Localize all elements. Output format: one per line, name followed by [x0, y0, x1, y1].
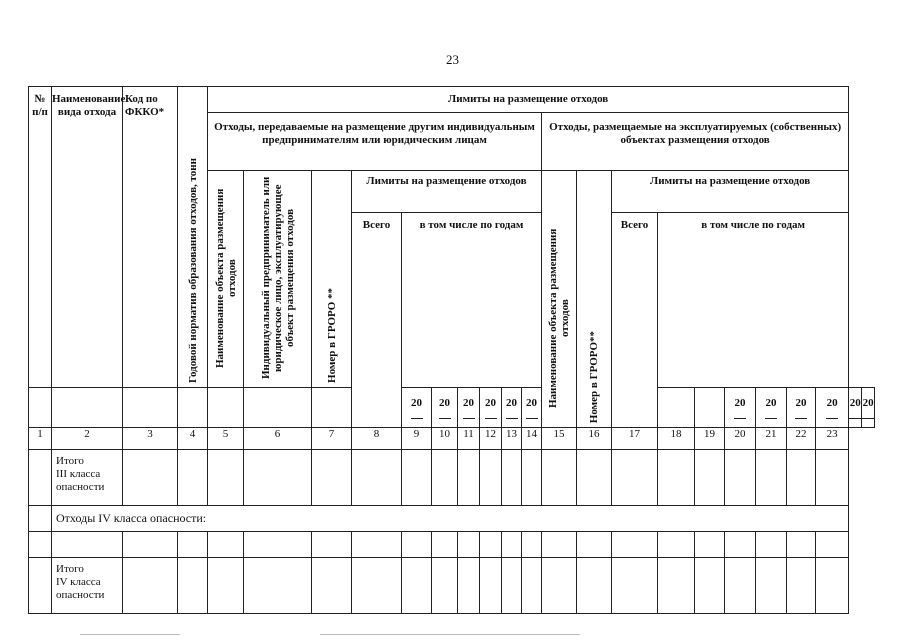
col-number: 19: [695, 428, 725, 450]
header-limits-sub: Лимиты на размещение отходов: [352, 171, 542, 213]
year-cell: 20: [522, 388, 542, 428]
total-class3-label: Итого III класса опасности: [52, 450, 123, 506]
year-cell: 20: [725, 388, 756, 428]
year-cell: 20: [816, 388, 849, 428]
header-total: Всего: [352, 213, 402, 428]
page-number: 23: [446, 52, 459, 67]
col-number: 22: [787, 428, 816, 450]
header-total-own: Всего: [612, 213, 658, 428]
col-number: 14: [522, 428, 542, 450]
header-groro-number: Номер в ГРОРО **: [312, 171, 352, 388]
col-number: 12: [480, 428, 502, 450]
header-code-cont: [123, 388, 178, 428]
header-groro-cont: [312, 388, 352, 428]
waste-limits-table: [28, 86, 875, 614]
header-fkko-code: Код по ФККО*: [123, 87, 178, 388]
col-number: 8: [352, 428, 402, 450]
header-transfer-others: Отходы, передаваемые на размещение другим индивидуальным предпринимателям или юридическим лицам: [208, 113, 542, 171]
year-cell: 20: [862, 388, 875, 428]
col-number: 18: [658, 428, 695, 450]
header-waste-name: Наименование вида отхода: [52, 87, 123, 388]
year-cell: 20: [432, 388, 458, 428]
col-number: 13: [502, 428, 522, 450]
year-cell: 20: [502, 388, 522, 428]
header-annual-norm: Годовой норматив образования отходов, тонн: [178, 87, 208, 388]
header-groro-number-own: Номер в ГРОРО**: [577, 171, 612, 428]
header-entity-cont: [244, 388, 312, 428]
table-row-total-class3: [29, 450, 875, 506]
header-limits: Лимиты на размещение отходов: [208, 87, 849, 113]
total-class4-label: Итого IV класса опасности: [52, 558, 123, 614]
col-number: 5: [208, 428, 244, 450]
col-number: 9: [402, 428, 432, 450]
header-limits-sub-own: Лимиты на размещение отходов: [612, 171, 849, 213]
header-name-cont: [52, 388, 123, 428]
col-number: 2: [52, 428, 123, 450]
col-number: 15: [542, 428, 577, 450]
col-number: 20: [725, 428, 756, 450]
header-obj-cont: [208, 388, 244, 428]
col-number: 4: [178, 428, 208, 450]
col-number: 7: [312, 428, 352, 450]
header-own-objects: Отходы, размещаемые на эксплуатируемых (собственных) объектах размещения отходов: [542, 113, 849, 171]
header-obj-own-cont: [658, 388, 695, 428]
header-by-years: в том числе по годам: [402, 213, 542, 388]
col-number: 23: [816, 428, 849, 450]
col-number: 10: [432, 428, 458, 450]
table-row-total-class4: [29, 558, 875, 614]
class4-heading: Отходы IV класса опасности:: [52, 506, 849, 532]
column-numbers-row: [29, 428, 875, 450]
year-cell: 20: [480, 388, 502, 428]
header-by-years-own: в том числе по годам: [658, 213, 849, 388]
header-object-name-own: Наименование объекта размещения отходов: [542, 171, 577, 428]
year-cell: 20: [849, 388, 862, 428]
col-number: 11: [458, 428, 480, 450]
scan-artifact: [320, 634, 580, 635]
year-cell: 20: [458, 388, 480, 428]
scan-artifact: [80, 634, 180, 635]
table-row-class4-heading: [29, 506, 875, 532]
col-number: 1: [29, 428, 52, 450]
header-norm-cont: [178, 388, 208, 428]
col-number: 21: [756, 428, 787, 450]
header-operator-entity: Индивидуальный предприниматель или юридическое лицо, эксплуатирующее объект размещения отходов: [244, 171, 312, 388]
header-no-cont: [29, 388, 52, 428]
col-number: 16: [577, 428, 612, 450]
col-number: 17: [612, 428, 658, 450]
header-no: № п/п: [29, 87, 52, 388]
year-cell: 20: [402, 388, 432, 428]
table-row-empty: [29, 532, 875, 558]
col-number: 6: [244, 428, 312, 450]
header-groro-own-cont: [695, 388, 725, 428]
col-number: 3: [123, 428, 178, 450]
year-cell: 20: [756, 388, 787, 428]
header-object-name: Наименование объекта размещения отходов: [208, 171, 244, 388]
year-cell: 20: [787, 388, 816, 428]
